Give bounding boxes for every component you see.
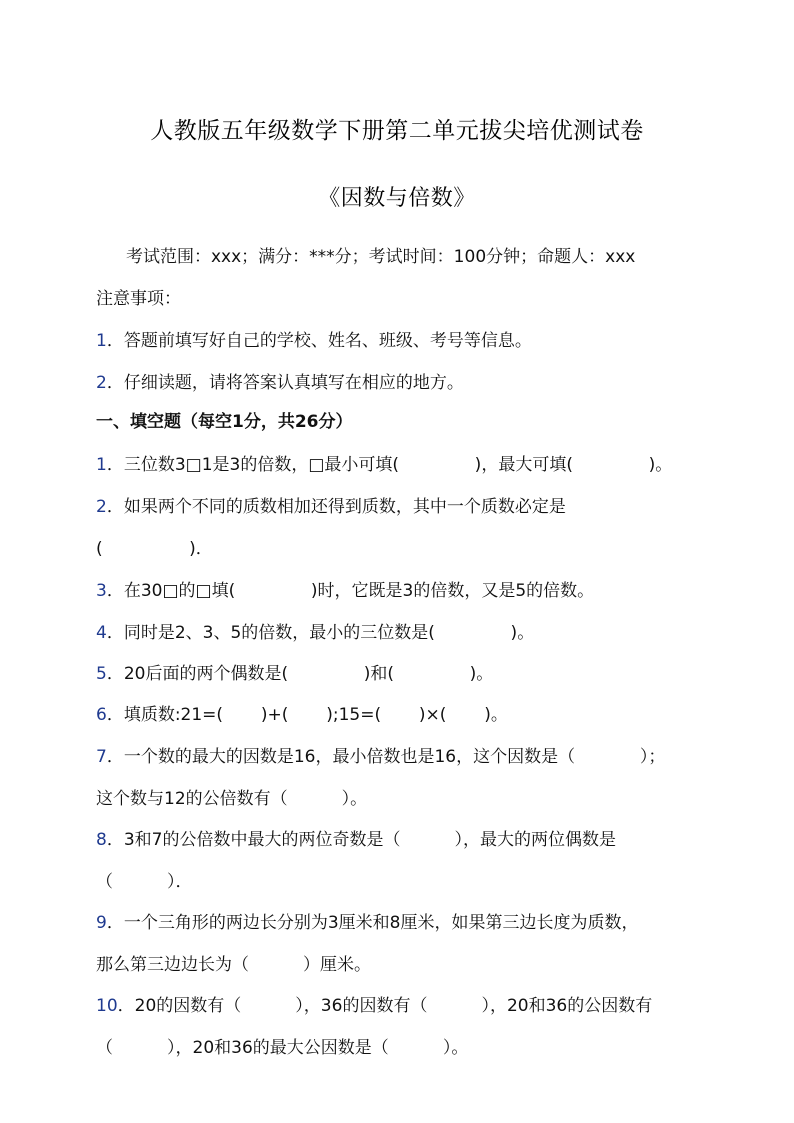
note-item	[96, 368, 464, 393]
question-10	[96, 991, 652, 1016]
question-continuation: 这个数与12的公倍数有（ ）。	[96, 789, 368, 809]
question-text: ．20的因数有（ ），36的因数有（ ），20和36的公因数有	[117, 996, 653, 1016]
question-1	[96, 450, 672, 475]
question-continuation: （ ），20和36的最大公因数是（ ）。	[96, 1038, 469, 1058]
question-text: ．20后面的两个偶数是( )和( )。	[106, 664, 494, 684]
note-number: 1	[96, 331, 107, 351]
question-number: 1	[96, 455, 107, 475]
note-text: ．仔细读题，请将答案认真填写在相应的地方。	[106, 373, 464, 393]
question-9	[96, 908, 638, 933]
question-text: ．3和7的公倍数中最大的两位奇数是（ ），最大的两位偶数是	[106, 830, 616, 850]
question-number: 9	[96, 913, 107, 933]
question-text: ．三位数3□1是3的倍数，□最小可填( )，最大可填( )。	[106, 455, 673, 475]
page-title: 人教版五年级数学下册第二单元拔尖培优测试卷	[150, 118, 644, 144]
question-text: ．同时是2、3、5的倍数，最小的三位数是( )。	[106, 623, 535, 643]
question-text: ．一个三角形的两边长分别为3厘米和8厘米，如果第三边长度为质数，	[106, 913, 639, 933]
page-subtitle: 《因数与倍数》	[318, 186, 476, 211]
question-number: 4	[96, 623, 107, 643]
question-number: 2	[96, 497, 107, 517]
exam-info: 考试范围：xxx；满分：***分；考试时间：100分钟；命题人：xxx	[126, 247, 636, 267]
question-continuation: （ ）．	[96, 872, 193, 892]
note-text: ．答题前填写好自己的学校、姓名、班级、考号等信息。	[106, 331, 532, 351]
question-5	[96, 659, 493, 684]
question-continuation: ( )．	[96, 539, 213, 559]
question-7	[96, 742, 665, 767]
question-text: ．如果两个不同的质数相加还得到质数，其中一个质数必定是	[106, 497, 566, 517]
question-number: 3	[96, 581, 107, 601]
notes-heading: 注意事项：	[96, 289, 181, 309]
question-number: 5	[96, 664, 107, 684]
question-number: 10	[96, 996, 118, 1016]
question-text: ．一个数的最大的因数是16，最小倍数也是16，这个因数是（ ）；	[106, 747, 666, 767]
question-text: ．填质数:21=( )+( );15=( )×( )。	[106, 705, 508, 725]
question-text: ．在30□的□填( )时，它既是3的倍数，又是5的倍数。	[106, 581, 595, 601]
question-continuation: 那么第三边边长为（ ）厘米。	[96, 955, 372, 975]
question-number: 8	[96, 830, 107, 850]
question-number: 6	[96, 705, 107, 725]
question-number: 7	[96, 747, 107, 767]
note-number: 2	[96, 373, 107, 393]
question-6	[96, 700, 508, 725]
question-4	[96, 618, 534, 643]
question-8	[96, 825, 616, 850]
note-item	[96, 326, 532, 351]
section-heading: 一、填空题（每空1分，共26分）	[96, 412, 353, 432]
question-3	[96, 576, 594, 601]
question-2	[96, 492, 566, 517]
